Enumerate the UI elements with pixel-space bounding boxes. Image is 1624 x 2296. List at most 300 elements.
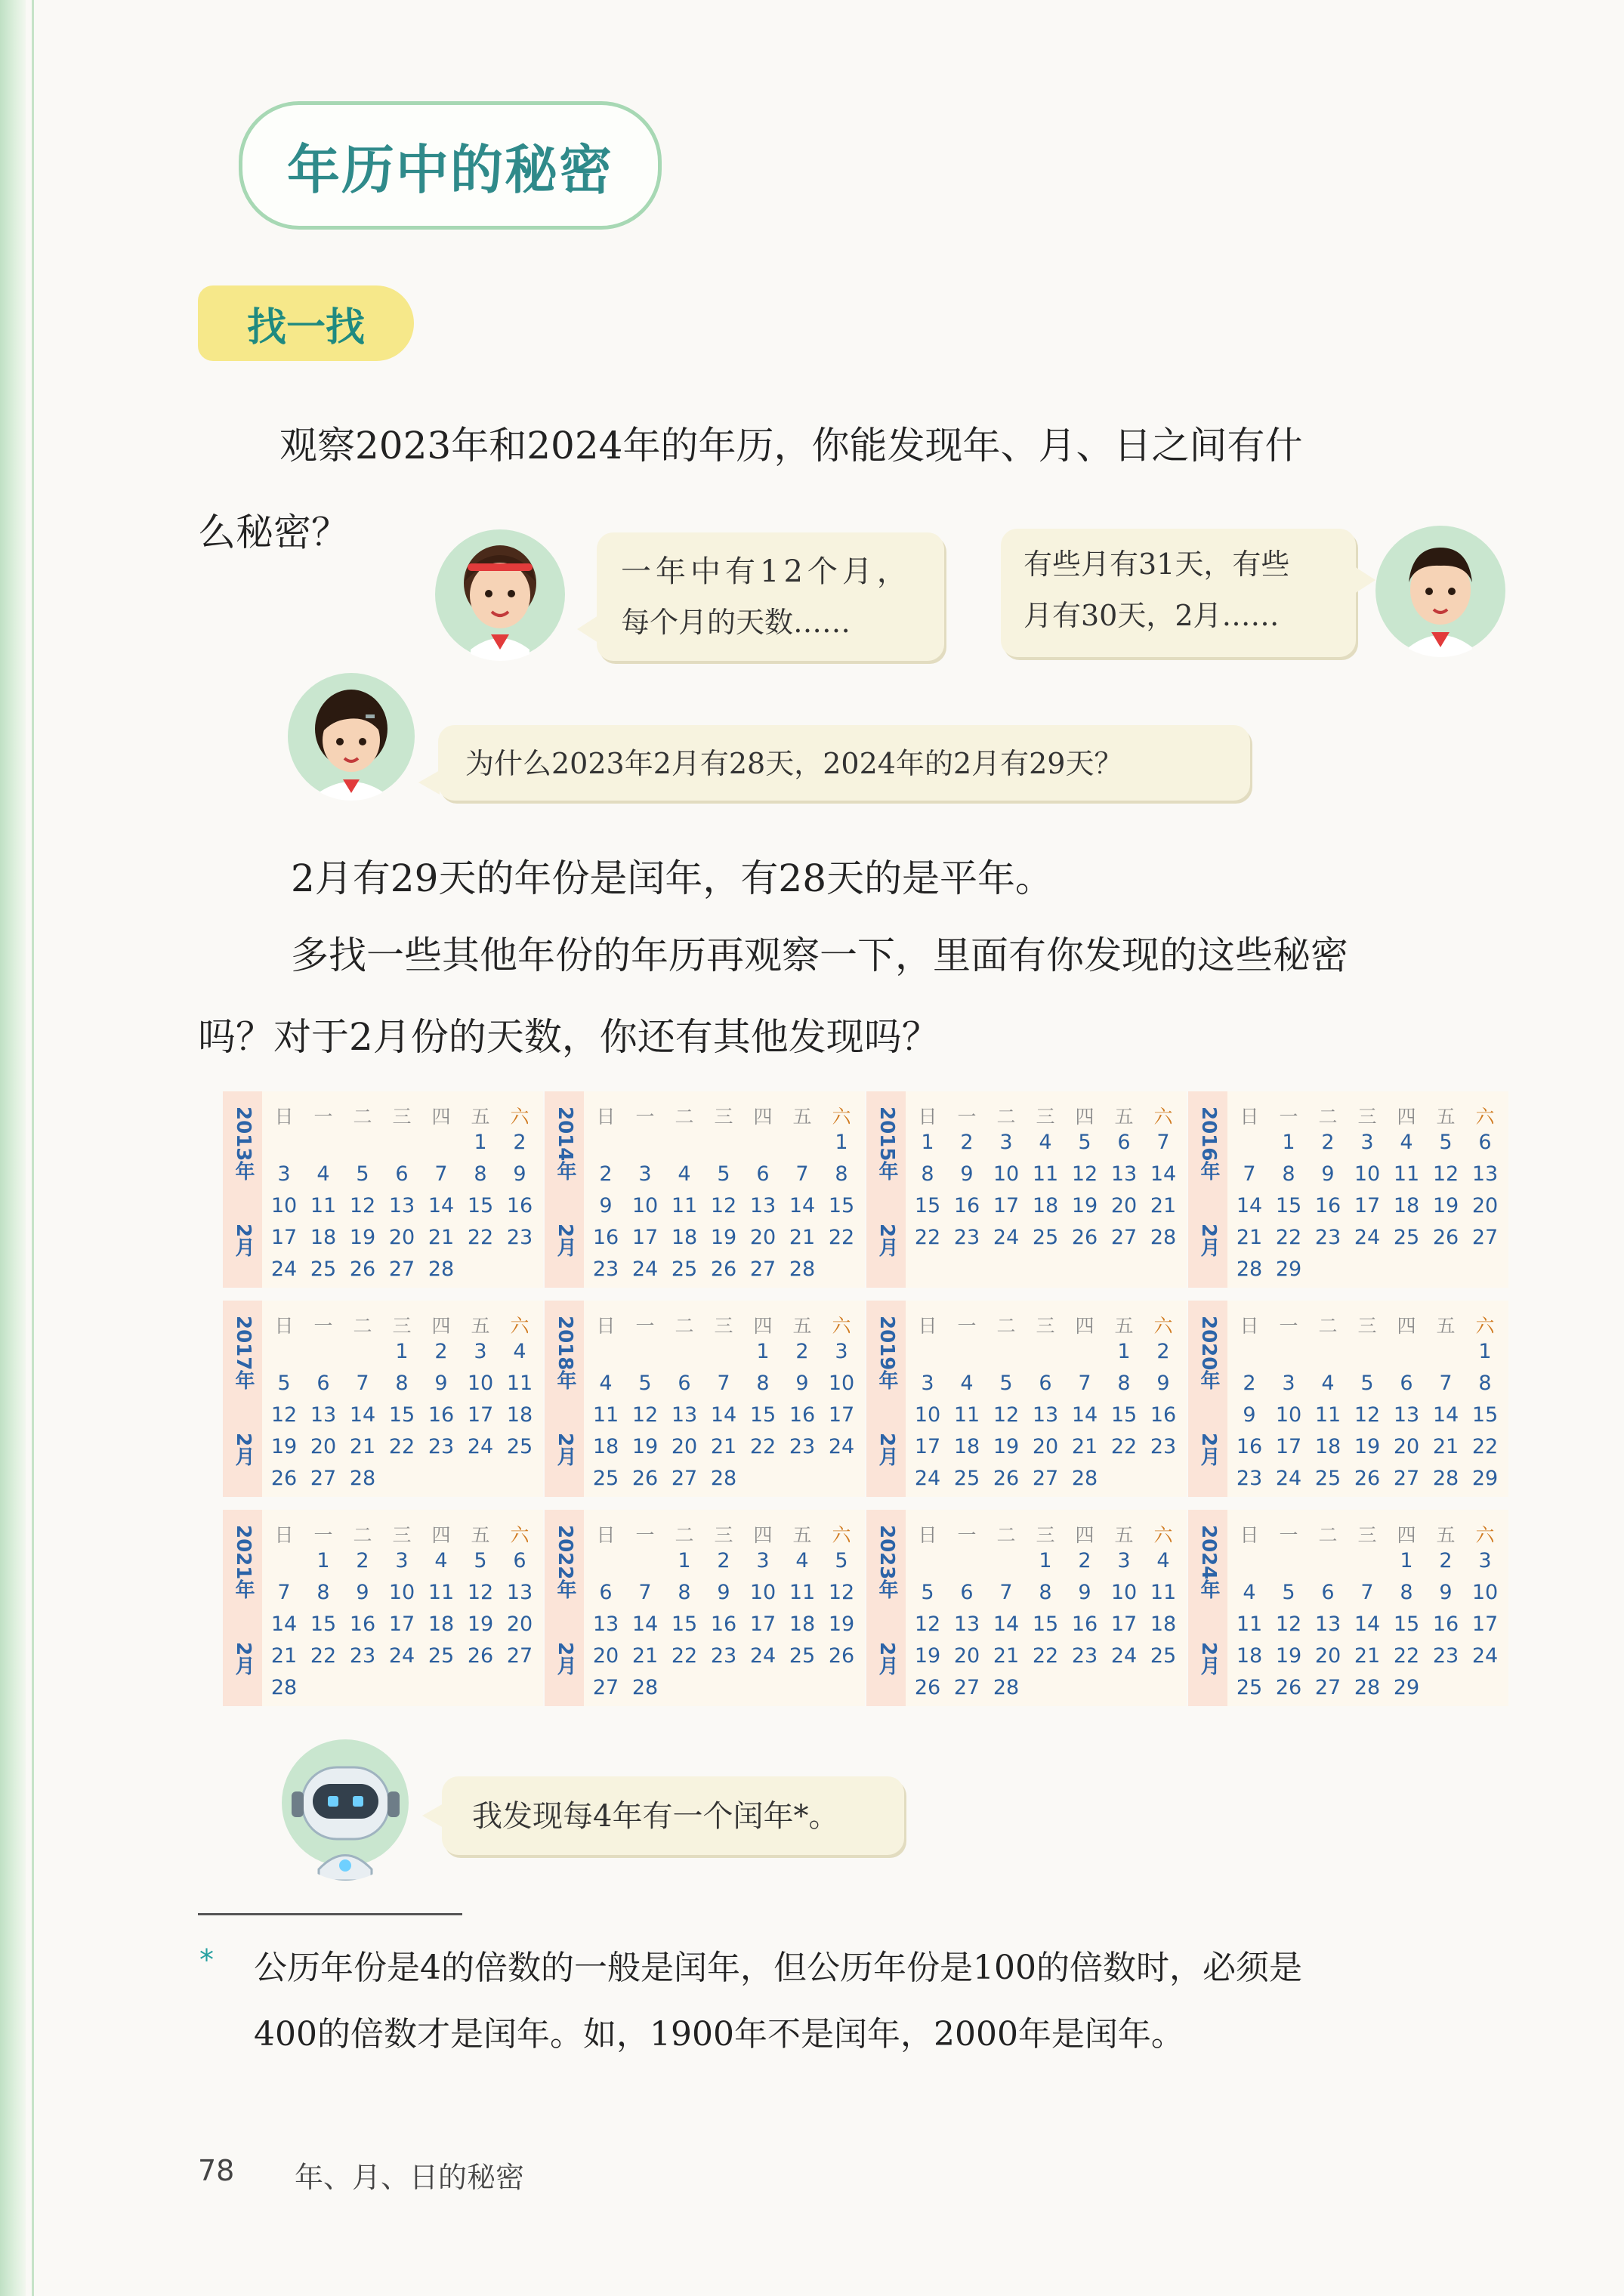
calendar-day: 18 <box>1150 1612 1177 1636</box>
calendar-day: 19 <box>710 1226 737 1249</box>
calendar-day: 11 <box>789 1581 816 1604</box>
weekday-header: 四 <box>1397 1524 1416 1546</box>
calendar-day: 3 <box>756 1549 770 1572</box>
calendar-day: 2 <box>599 1162 613 1186</box>
calendar-day: 1 <box>316 1549 330 1572</box>
calendar-day: 22 <box>1471 1435 1499 1458</box>
calendar-day: 26 <box>914 1676 941 1699</box>
calendar-day: 10 <box>828 1372 855 1395</box>
leap-year-statement: 2月有29天的年份是闰年，有28天的是平年。 <box>291 856 1054 900</box>
calendar-day: 12 <box>1071 1162 1098 1186</box>
calendar-day: 9 <box>1078 1581 1091 1604</box>
weekday-header: 五 <box>471 1524 490 1546</box>
calendar-day: 15 <box>1032 1612 1059 1636</box>
calendar-day: 1 <box>1039 1549 1052 1572</box>
calendar-day: 8 <box>1478 1372 1492 1395</box>
calendar-day: 24 <box>749 1644 776 1668</box>
calendar-day: 24 <box>914 1467 941 1490</box>
calendar-day: 14 <box>270 1612 298 1636</box>
weekday-header: 五 <box>1114 1524 1134 1546</box>
calendar-day: 5 <box>638 1372 652 1395</box>
calendar-day: 14 <box>349 1403 376 1427</box>
calendar-2013 <box>223 1091 545 1288</box>
calendar-day: 24 <box>631 1258 659 1281</box>
calendar-day: 7 <box>717 1372 730 1395</box>
calendar-day: 25 <box>310 1258 337 1281</box>
calendar-day: 16 <box>1071 1612 1098 1636</box>
calendar-year-label: 2018年 <box>554 1316 576 1390</box>
calendar-day: 6 <box>1478 1131 1492 1154</box>
boy-bubble-tail <box>1354 566 1375 594</box>
calendar-day: 20 <box>749 1226 776 1249</box>
calendar-day: 15 <box>1110 1403 1138 1427</box>
calendar-day: 6 <box>513 1549 526 1572</box>
calendar-day: 8 <box>395 1372 409 1395</box>
calendar-body <box>584 1301 865 1497</box>
calendar-year-label: 2024年 <box>1197 1525 1220 1600</box>
girl2-bubble-tail <box>418 770 440 795</box>
intro-line-1: 观察2023年和2024年的年历，你能发现年、月、日之间有什 <box>279 424 1303 468</box>
calendar-day: 14 <box>710 1403 737 1427</box>
calendar-day: 21 <box>1432 1435 1459 1458</box>
calendar-day: 26 <box>631 1467 659 1490</box>
calendar-day: 25 <box>592 1467 619 1490</box>
calendar-body <box>906 1091 1187 1288</box>
girl2-avatar-icon <box>287 672 415 801</box>
calendar-day: 19 <box>914 1644 941 1668</box>
calendar-day: 19 <box>270 1435 298 1458</box>
calendar-day: 10 <box>1354 1162 1381 1186</box>
calendar-day: 21 <box>428 1226 455 1249</box>
calendar-day: 6 <box>1117 1131 1131 1154</box>
calendar-year-label: 2013年 <box>232 1106 255 1181</box>
calendar-day: 6 <box>756 1162 770 1186</box>
calendar-day: 16 <box>953 1194 980 1217</box>
calendar-day: 18 <box>428 1612 455 1636</box>
calendar-day: 24 <box>993 1226 1020 1249</box>
calendar-day: 13 <box>1032 1403 1059 1427</box>
calendar-day: 2 <box>1321 1131 1335 1154</box>
calendar-day: 20 <box>506 1612 533 1636</box>
robot-bubble-text: 我发现每4年有一个闰年*。 <box>472 1799 839 1834</box>
calendar-day: 19 <box>467 1612 494 1636</box>
calendar-day: 22 <box>388 1435 415 1458</box>
calendar-day: 25 <box>1032 1226 1059 1249</box>
weekday-header: 三 <box>1357 1106 1377 1128</box>
weekday-header: 六 <box>832 1524 851 1546</box>
calendar-day: 8 <box>1282 1162 1295 1186</box>
calendar-day: 26 <box>710 1258 737 1281</box>
calendar-day: 18 <box>1314 1435 1341 1458</box>
calendar-day: 17 <box>1354 1194 1381 1217</box>
calendar-day: 1 <box>1400 1549 1413 1572</box>
calendar-day: 21 <box>631 1644 659 1668</box>
calendar-day: 13 <box>1471 1162 1499 1186</box>
calendar-day: 10 <box>749 1581 776 1604</box>
calendar-2021 <box>223 1510 545 1706</box>
calendar-label <box>545 1091 584 1288</box>
weekday-header: 三 <box>1036 1315 1055 1337</box>
calendar-day: 27 <box>953 1676 980 1699</box>
calendar-day: 2 <box>960 1131 974 1154</box>
weekday-header: 五 <box>471 1106 490 1128</box>
calendar-day: 17 <box>1110 1612 1138 1636</box>
calendar-day: 27 <box>506 1644 533 1668</box>
calendar-day: 22 <box>828 1226 855 1249</box>
calendar-label <box>223 1510 262 1706</box>
calendar-day: 23 <box>506 1226 533 1249</box>
calendar-day: 4 <box>678 1162 691 1186</box>
calendar-day: 4 <box>795 1549 809 1572</box>
calendar-day: 19 <box>1071 1194 1098 1217</box>
calendar-day: 12 <box>1275 1612 1302 1636</box>
calendar-day: 6 <box>678 1372 691 1395</box>
calendar-month-label: 2月 <box>875 1433 898 1467</box>
weekday-header: 一 <box>635 1315 655 1337</box>
calendar-day: 3 <box>277 1162 291 1186</box>
weekday-header: 六 <box>1475 1106 1495 1128</box>
calendar-day: 22 <box>914 1226 941 1249</box>
calendar-day: 15 <box>1393 1612 1420 1636</box>
calendar-day: 25 <box>1150 1644 1177 1668</box>
calendar-day: 23 <box>428 1435 455 1458</box>
weekday-header: 二 <box>1318 1315 1338 1337</box>
calendar-day: 24 <box>388 1644 415 1668</box>
calendar-day: 16 <box>1314 1194 1341 1217</box>
weekday-header: 四 <box>431 1315 451 1337</box>
weekday-header: 日 <box>596 1315 616 1337</box>
weekday-header: 四 <box>1075 1106 1095 1128</box>
calendar-day: 26 <box>467 1644 494 1668</box>
calendar-day: 15 <box>671 1612 698 1636</box>
calendar-day: 16 <box>349 1612 376 1636</box>
calendar-day: 21 <box>1150 1194 1177 1217</box>
calendar-day: 16 <box>506 1194 533 1217</box>
calendar-day: 26 <box>993 1467 1020 1490</box>
calendar-day: 28 <box>428 1258 455 1281</box>
calendar-label <box>1188 1510 1227 1706</box>
calendar-day: 2 <box>1439 1549 1453 1572</box>
calendar-day: 4 <box>1400 1131 1413 1154</box>
calendar-day: 13 <box>310 1403 337 1427</box>
calendar-day: 20 <box>671 1435 698 1458</box>
calendar-day: 6 <box>599 1581 613 1604</box>
calendar-2019 <box>866 1301 1188 1497</box>
weekday-header: 一 <box>313 1315 333 1337</box>
girl-bubble-tail <box>577 616 598 643</box>
calendar-day: 22 <box>749 1435 776 1458</box>
february-calendars-grid <box>223 1091 1511 1707</box>
weekday-header: 六 <box>1153 1524 1173 1546</box>
calendar-day: 13 <box>1110 1162 1138 1186</box>
calendar-day: 23 <box>1314 1226 1341 1249</box>
calendar-day: 17 <box>1471 1612 1499 1636</box>
calendar-month-label: 2月 <box>1197 1433 1220 1467</box>
calendar-day: 28 <box>1236 1258 1263 1281</box>
calendar-day: 1 <box>1478 1340 1492 1363</box>
weekday-header: 一 <box>313 1524 333 1546</box>
calendar-month-label: 2月 <box>232 1642 255 1676</box>
calendar-day: 23 <box>349 1644 376 1668</box>
calendar-label <box>545 1301 584 1497</box>
calendar-label <box>545 1510 584 1706</box>
calendar-day: 24 <box>467 1435 494 1458</box>
calendar-day: 3 <box>1117 1549 1131 1572</box>
intro-line-2: 么秘密？ <box>198 511 349 554</box>
calendar-day: 9 <box>960 1162 974 1186</box>
calendar-day: 10 <box>388 1581 415 1604</box>
calendar-day: 16 <box>1150 1403 1177 1427</box>
calendar-day: 18 <box>310 1226 337 1249</box>
robot-bubble-tail <box>422 1804 443 1828</box>
calendar-day: 25 <box>953 1467 980 1490</box>
calendar-day: 3 <box>1360 1131 1374 1154</box>
calendar-day: 28 <box>631 1676 659 1699</box>
calendar-day: 20 <box>953 1644 980 1668</box>
girl2-speech-bubble <box>438 725 1250 801</box>
weekday-header: 三 <box>1036 1106 1055 1128</box>
calendar-day: 1 <box>1282 1131 1295 1154</box>
calendar-day: 28 <box>1432 1467 1459 1490</box>
weekday-header: 六 <box>510 1315 529 1337</box>
calendar-day: 27 <box>1393 1467 1420 1490</box>
calendar-body <box>1227 1091 1508 1288</box>
calendar-month-label: 2月 <box>1197 1642 1220 1676</box>
calendar-day: 6 <box>1400 1372 1413 1395</box>
calendar-day: 18 <box>506 1403 533 1427</box>
calendar-day: 13 <box>671 1403 698 1427</box>
weekday-header: 日 <box>596 1524 616 1546</box>
calendar-day: 1 <box>921 1131 934 1154</box>
robot-speech-bubble <box>442 1776 904 1855</box>
weekday-header: 六 <box>832 1106 851 1128</box>
calendar-day: 29 <box>1393 1676 1420 1699</box>
girl2-bubble-text: 为什么2023年2月有28天，2024年的2月有29天？ <box>465 747 1123 780</box>
calendar-year-label: 2020年 <box>1197 1316 1220 1390</box>
calendar-day: 12 <box>1432 1162 1459 1186</box>
calendar-day: 17 <box>631 1226 659 1249</box>
calendar-day: 28 <box>1071 1467 1098 1490</box>
calendar-day: 19 <box>1432 1194 1459 1217</box>
calendar-day: 27 <box>1471 1226 1499 1249</box>
calendar-day: 9 <box>1439 1581 1453 1604</box>
calendar-day: 13 <box>1314 1612 1341 1636</box>
calendar-day: 10 <box>631 1194 659 1217</box>
weekday-header: 二 <box>675 1106 694 1128</box>
calendar-day: 13 <box>749 1194 776 1217</box>
calendar-day: 24 <box>828 1435 855 1458</box>
weekday-header: 日 <box>918 1524 937 1546</box>
calendar-day: 17 <box>749 1612 776 1636</box>
lesson-title: 年历中的秘密 <box>287 137 613 201</box>
calendar-day: 13 <box>592 1612 619 1636</box>
calendar-day: 10 <box>270 1194 298 1217</box>
calendar-day: 9 <box>717 1581 730 1604</box>
calendar-day: 20 <box>1314 1644 1341 1668</box>
calendar-day: 14 <box>1432 1403 1459 1427</box>
calendar-day: 8 <box>316 1581 330 1604</box>
calendar-day: 16 <box>1236 1435 1263 1458</box>
calendar-day: 10 <box>1471 1581 1499 1604</box>
calendar-day: 8 <box>835 1162 848 1186</box>
calendar-day: 20 <box>310 1435 337 1458</box>
calendar-2024 <box>1188 1510 1510 1706</box>
weekday-header: 四 <box>1397 1106 1416 1128</box>
calendar-day: 3 <box>1478 1549 1492 1572</box>
calendar-day: 13 <box>1393 1403 1420 1427</box>
weekday-header: 二 <box>675 1524 694 1546</box>
calendar-day: 20 <box>1393 1435 1420 1458</box>
calendar-day: 22 <box>1032 1644 1059 1668</box>
calendar-month-label: 2月 <box>232 1433 255 1467</box>
weekday-header: 二 <box>675 1315 694 1337</box>
calendar-day: 9 <box>1156 1372 1170 1395</box>
calendar-day: 18 <box>592 1435 619 1458</box>
calendar-day: 12 <box>1354 1403 1381 1427</box>
calendar-day: 20 <box>388 1226 415 1249</box>
calendar-day: 6 <box>1039 1372 1052 1395</box>
weekday-header: 二 <box>353 1315 372 1337</box>
calendar-day: 12 <box>270 1403 298 1427</box>
weekday-header: 三 <box>714 1106 733 1128</box>
calendar-day: 27 <box>592 1676 619 1699</box>
calendar-body <box>262 1091 543 1288</box>
calendar-day: 19 <box>993 1435 1020 1458</box>
calendar-day: 19 <box>349 1226 376 1249</box>
calendar-2014 <box>545 1091 866 1288</box>
calendar-day: 28 <box>789 1258 816 1281</box>
calendar-day: 9 <box>356 1581 369 1604</box>
calendar-day: 5 <box>474 1549 487 1572</box>
calendar-body <box>1227 1301 1508 1497</box>
calendar-2020 <box>1188 1301 1510 1497</box>
calendar-day: 10 <box>993 1162 1020 1186</box>
calendar-day: 1 <box>678 1549 691 1572</box>
calendar-day: 9 <box>599 1194 613 1217</box>
calendar-day: 7 <box>999 1581 1013 1604</box>
weekday-header: 五 <box>792 1524 812 1546</box>
weekday-header: 三 <box>392 1315 412 1337</box>
weekday-header: 六 <box>510 1524 529 1546</box>
calendar-day: 27 <box>1314 1676 1341 1699</box>
calendar-day: 4 <box>1243 1581 1256 1604</box>
weekday-header: 五 <box>471 1315 490 1337</box>
calendar-day: 14 <box>1071 1403 1098 1427</box>
calendar-label <box>1188 1091 1227 1288</box>
calendar-day: 12 <box>914 1612 941 1636</box>
calendar-day: 25 <box>506 1435 533 1458</box>
calendar-day: 6 <box>1321 1581 1335 1604</box>
calendar-day: 25 <box>671 1258 698 1281</box>
calendar-day: 22 <box>1110 1435 1138 1458</box>
weekday-header: 二 <box>1318 1524 1338 1546</box>
calendar-day: 27 <box>1110 1226 1138 1249</box>
calendar-day: 26 <box>828 1644 855 1668</box>
calendar-day: 1 <box>1117 1340 1131 1363</box>
calendar-day: 12 <box>467 1581 494 1604</box>
calendar-day: 11 <box>1032 1162 1059 1186</box>
weekday-header: 日 <box>274 1106 294 1128</box>
weekday-header: 一 <box>635 1106 655 1128</box>
calendar-day: 15 <box>1471 1403 1499 1427</box>
calendar-year-label: 2015年 <box>875 1106 898 1181</box>
girl-avatar-icon <box>434 529 567 661</box>
weekday-header: 日 <box>274 1524 294 1546</box>
weekday-header: 一 <box>1279 1315 1298 1337</box>
calendar-year-label: 2017年 <box>232 1316 255 1390</box>
calendar-day: 21 <box>349 1435 376 1458</box>
calendar-day: 4 <box>513 1340 526 1363</box>
calendar-day: 5 <box>999 1372 1013 1395</box>
calendar-month-label: 2月 <box>1197 1224 1220 1258</box>
calendar-day: 11 <box>1314 1403 1341 1427</box>
calendar-label <box>866 1091 906 1288</box>
weekday-header: 四 <box>1075 1315 1095 1337</box>
calendar-day: 22 <box>1393 1644 1420 1668</box>
calendar-day: 14 <box>789 1194 816 1217</box>
calendar-day: 24 <box>1471 1644 1499 1668</box>
weekday-header: 四 <box>1397 1315 1416 1337</box>
calendar-day: 22 <box>467 1226 494 1249</box>
weekday-header: 日 <box>918 1315 937 1337</box>
calendar-day: 9 <box>795 1372 809 1395</box>
calendar-day: 15 <box>310 1612 337 1636</box>
weekday-header: 二 <box>353 1106 372 1128</box>
calendar-month-label: 2月 <box>875 1642 898 1676</box>
calendar-day: 1 <box>756 1340 770 1363</box>
calendar-day: 8 <box>921 1162 934 1186</box>
weekday-header: 六 <box>1153 1315 1173 1337</box>
boy-bubble-line-1: 有些月有31天，有些 <box>1023 548 1290 581</box>
calendar-day: 5 <box>1439 1131 1453 1154</box>
calendar-label <box>223 1301 262 1497</box>
calendar-day: 11 <box>428 1581 455 1604</box>
weekday-header: 一 <box>957 1524 977 1546</box>
calendar-day: 26 <box>270 1467 298 1490</box>
calendar-day: 13 <box>953 1612 980 1636</box>
question-line-1: 多找一些其他年份的年历再观察一下，里面有你发现的这些秘密 <box>291 934 1348 977</box>
boy-bubble-line-2: 月有30天，2月…… <box>1023 599 1280 632</box>
calendar-day: 22 <box>310 1644 337 1668</box>
weekday-header: 三 <box>1036 1524 1055 1546</box>
calendar-day: 2 <box>1243 1372 1256 1395</box>
calendar-day: 20 <box>592 1644 619 1668</box>
calendar-day: 13 <box>388 1194 415 1217</box>
calendar-day: 15 <box>914 1194 941 1217</box>
calendar-day: 24 <box>1275 1467 1302 1490</box>
calendar-day: 17 <box>1275 1435 1302 1458</box>
calendar-day: 11 <box>592 1403 619 1427</box>
calendar-day: 19 <box>1275 1644 1302 1668</box>
calendar-day: 12 <box>710 1194 737 1217</box>
calendar-day: 14 <box>993 1612 1020 1636</box>
page-footer-title: 年、月、日的秘密 <box>295 2161 525 2194</box>
calendar-year-label: 2014年 <box>554 1106 576 1181</box>
weekday-header: 日 <box>596 1106 616 1128</box>
weekday-header: 六 <box>1475 1524 1495 1546</box>
calendar-day: 24 <box>270 1258 298 1281</box>
calendar-day: 18 <box>1393 1194 1420 1217</box>
robot-avatar-icon <box>279 1737 412 1881</box>
calendar-day: 21 <box>993 1644 1020 1668</box>
calendar-day: 26 <box>1354 1467 1381 1490</box>
weekday-header: 一 <box>313 1106 333 1128</box>
calendar-day: 16 <box>428 1403 455 1427</box>
calendar-day: 19 <box>1354 1435 1381 1458</box>
calendar-day: 14 <box>428 1194 455 1217</box>
weekday-header: 一 <box>635 1524 655 1546</box>
calendar-day: 27 <box>310 1467 337 1490</box>
